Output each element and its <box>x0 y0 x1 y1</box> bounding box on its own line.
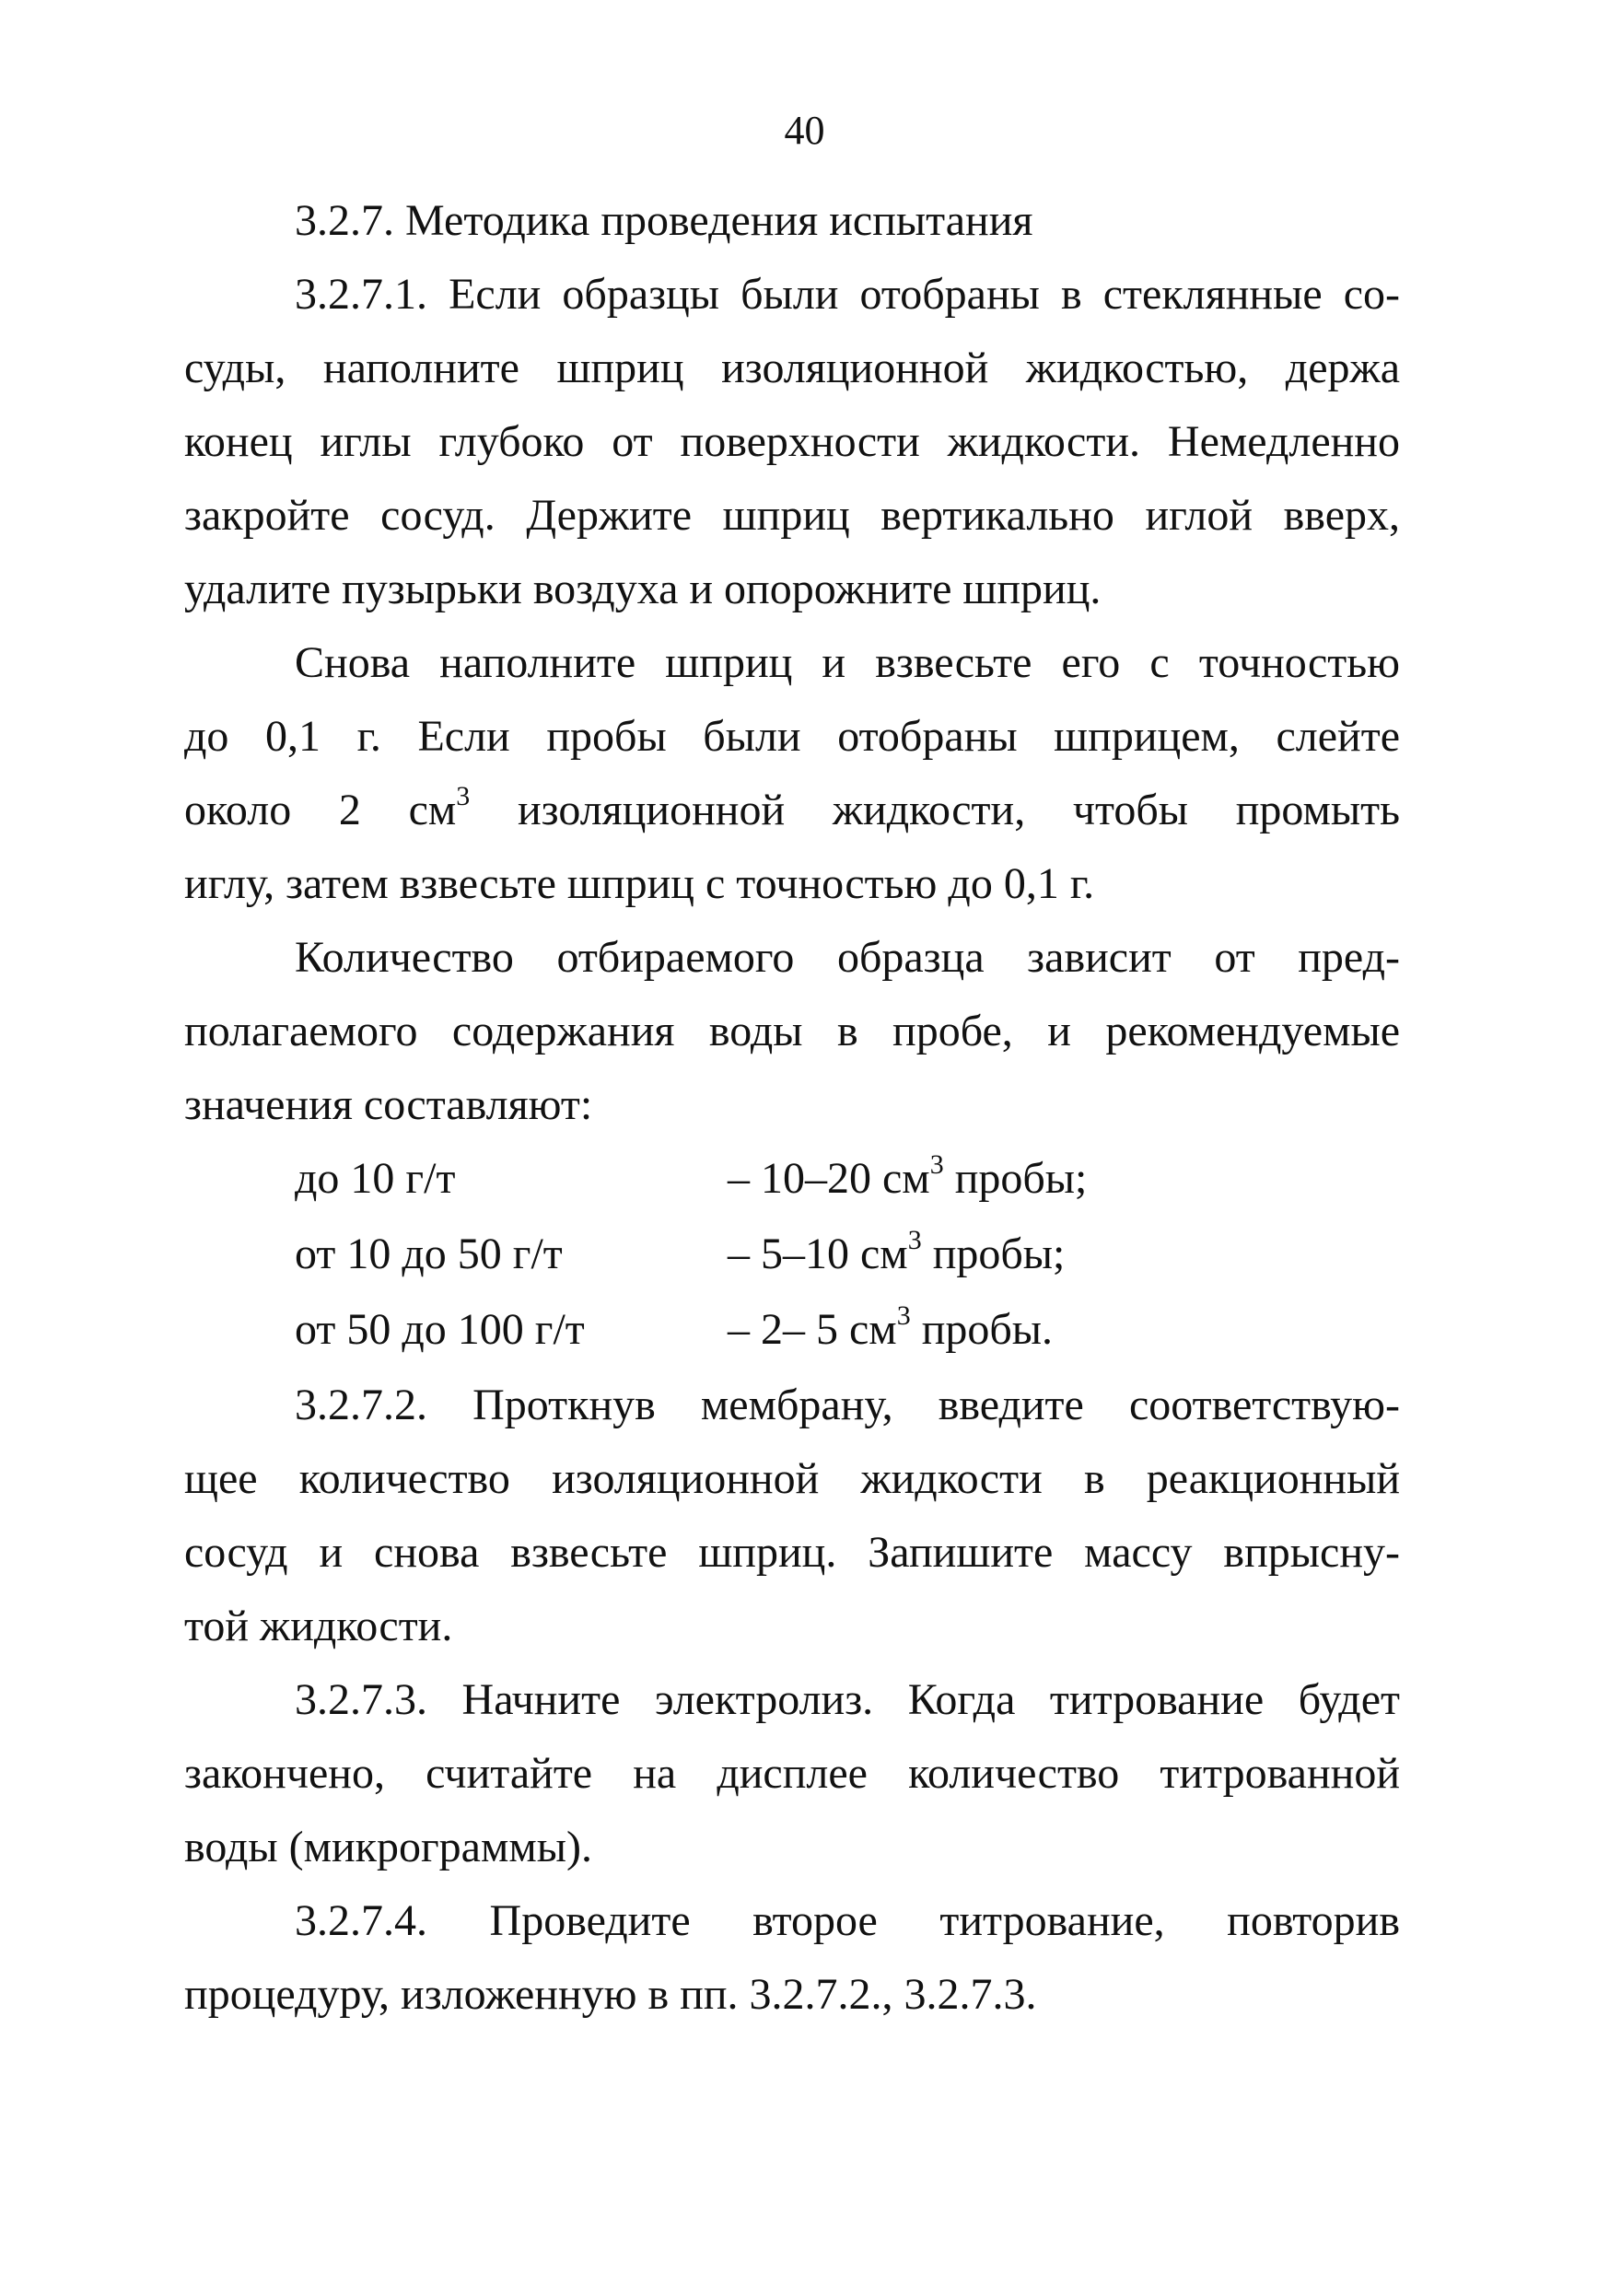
paragraph-3-2-7-4 <box>184 1884 1400 2032</box>
range-cell: от 50 до 100 г/т <box>295 1305 585 1354</box>
paragraph-line: полагаемого содержания воды в пробе, и рекомендуемые <box>184 1007 1400 1055</box>
range-cell: от 10 до 50 г/т <box>295 1230 563 1278</box>
volume-value: – 10–20 см <box>728 1154 930 1203</box>
paragraph-line: удалите пузырьки воздуха и опорожните шприц. <box>184 565 1102 613</box>
text-fragment: изоляционной жидкости, чтобы промыть <box>470 786 1400 834</box>
recommended-values-table <box>184 1142 1400 1369</box>
page-number: 40 <box>784 108 825 153</box>
volume-value: – 2– 5 см <box>728 1305 897 1354</box>
table-row <box>184 1142 1400 1218</box>
paragraph-line: щее количество изоляционной жидкости в реакционный <box>184 1454 1400 1503</box>
document-body <box>184 184 1400 2032</box>
paragraph-3-2-7-1 <box>184 258 1400 626</box>
paragraph-line: 3.2.7.4. Проведите второе титрование, повторив <box>295 1896 1400 1945</box>
paragraph-line: 3.2.7.3. Начните электролиз. Когда титрование будет <box>295 1675 1400 1724</box>
volume-unit: пробы; <box>943 1154 1088 1203</box>
paragraph-3-2-7-3 <box>184 1663 1400 1884</box>
paragraph-line: значения составляют: <box>184 1080 593 1129</box>
volume-cell <box>728 1142 1087 1216</box>
text-fragment: около 2 см <box>184 786 457 834</box>
volume-unit: пробы. <box>910 1305 1054 1354</box>
paragraph-line: до 0,1 г. Если пробы были отобраны шприцем, слейте <box>184 712 1400 761</box>
section-heading: 3.2.7. Методика проведения испытания <box>295 196 1033 245</box>
paragraph-line: конец иглы глубоко от поверхности жидкости. Немедленно <box>184 417 1400 466</box>
paragraph-line: закончено, считайте на дисплее количество титрованной <box>184 1749 1400 1798</box>
paragraph-line: иглу, затем взвесьте шприц с точностью до 0,1 г. <box>184 859 1095 908</box>
paragraph-line: Количество отбираемого образца зависит от пред- <box>295 933 1400 982</box>
volume-value: – 5–10 см <box>728 1230 908 1278</box>
paragraph-line <box>184 774 1400 847</box>
paragraph-line: сосуд и снова взвесьте шприц. Запишите массу впрысну- <box>184 1528 1400 1577</box>
volume-cell <box>728 1293 1053 1367</box>
range-cell: до 10 г/т <box>295 1154 456 1203</box>
volume-cell <box>728 1218 1065 1291</box>
paragraph-line: закройте сосуд. Держите шприц вертикально иглой вверх, <box>184 491 1400 540</box>
paragraph-line: 3.2.7.2. Проткнув мембрану, введите соответствую- <box>295 1381 1400 1429</box>
table-row <box>184 1218 1400 1293</box>
paragraph-line: Снова наполните шприц и взвесьте его с точностью <box>295 638 1400 687</box>
paragraph-line: 3.2.7.1. Если образцы были отобраны в стеклянные со- <box>295 270 1400 319</box>
paragraph-3-2-7-2 <box>184 1369 1400 1663</box>
superscript: 3 <box>456 781 471 811</box>
volume-unit: пробы; <box>921 1230 1066 1278</box>
table-row <box>184 1293 1400 1369</box>
paragraph-line: процедуру, изложенную в пп. 3.2.7.2., 3.2.7.3. <box>184 1970 1037 2019</box>
superscript: 3 <box>907 1225 922 1255</box>
superscript: 3 <box>929 1149 944 1180</box>
paragraph-sample-quantity <box>184 921 1400 1142</box>
paragraph-refill <box>184 626 1400 921</box>
paragraph-line: суды, наполните шприц изоляционной жидкостью, держа <box>184 344 1400 392</box>
paragraph-line: воды (микрограммы). <box>184 1823 592 1871</box>
paragraph-line: той жидкости. <box>184 1602 453 1650</box>
superscript: 3 <box>896 1300 911 1331</box>
